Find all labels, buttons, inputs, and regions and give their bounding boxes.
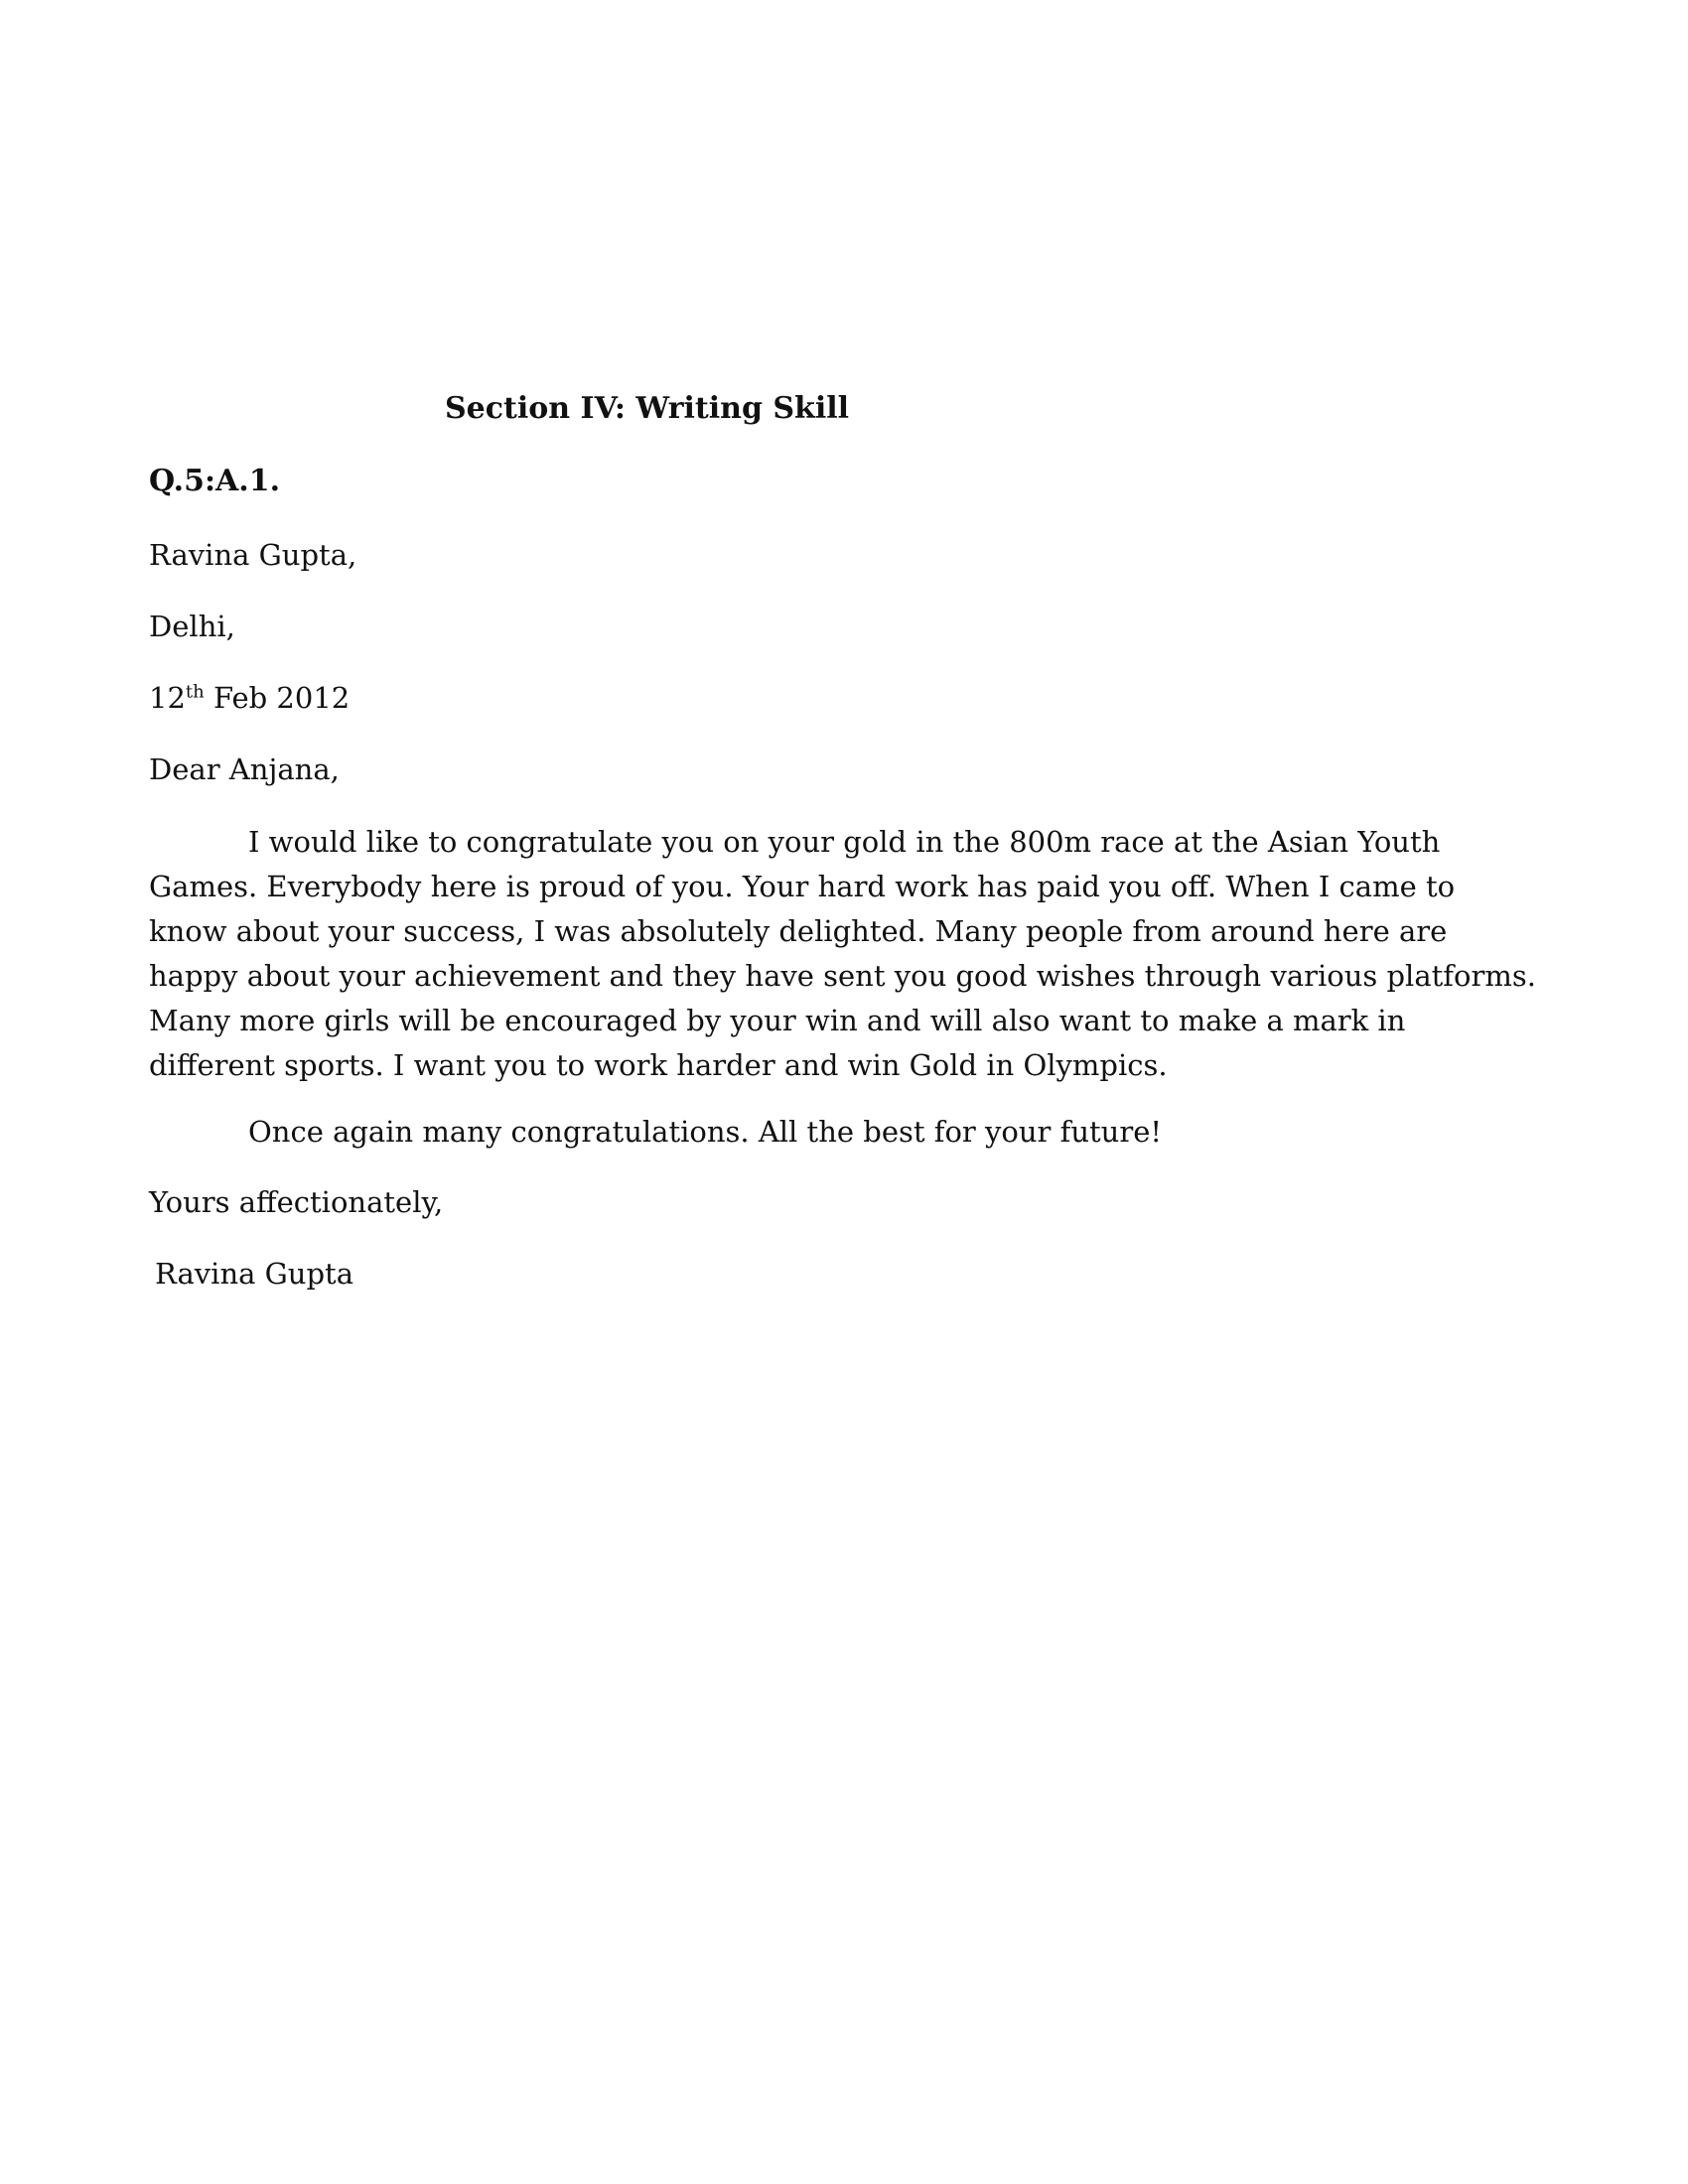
section-heading: Section IV: Writing Skill (445, 391, 850, 426)
date-rest: Feb 2012 (212, 681, 351, 715)
sender-name: Ravina Gupta, (149, 538, 357, 572)
date-suffix: th (185, 681, 205, 703)
question-number: Q.5:A.1. (149, 464, 281, 498)
salutation: Dear Anjana, (149, 752, 340, 786)
signature: Ravina Gupta (155, 1257, 353, 1291)
body-paragraph-2: Once again many congratulations. All the best for your future! (248, 1115, 1163, 1149)
sender-city: Delhi, (149, 610, 235, 643)
body-paragraph-1: I would like to congratulate you on your gold in the 800m race at the Asian Youth Games. Everybody here is proud of you. Your hard work has paid you off. When I came to know about your success, I was absolutely delighted. Many people from around here are happy about your achievement and they have sent you good wishes through various platforms. Many more girls will be encouraged by your win and will also want to make a mark in different sports. I want you to work harder and win Gold in Olympics. (149, 825, 1536, 1082)
letter-date (149, 679, 350, 717)
date-day: 12 (149, 681, 186, 715)
closing: Yours affectionately, (149, 1185, 444, 1219)
